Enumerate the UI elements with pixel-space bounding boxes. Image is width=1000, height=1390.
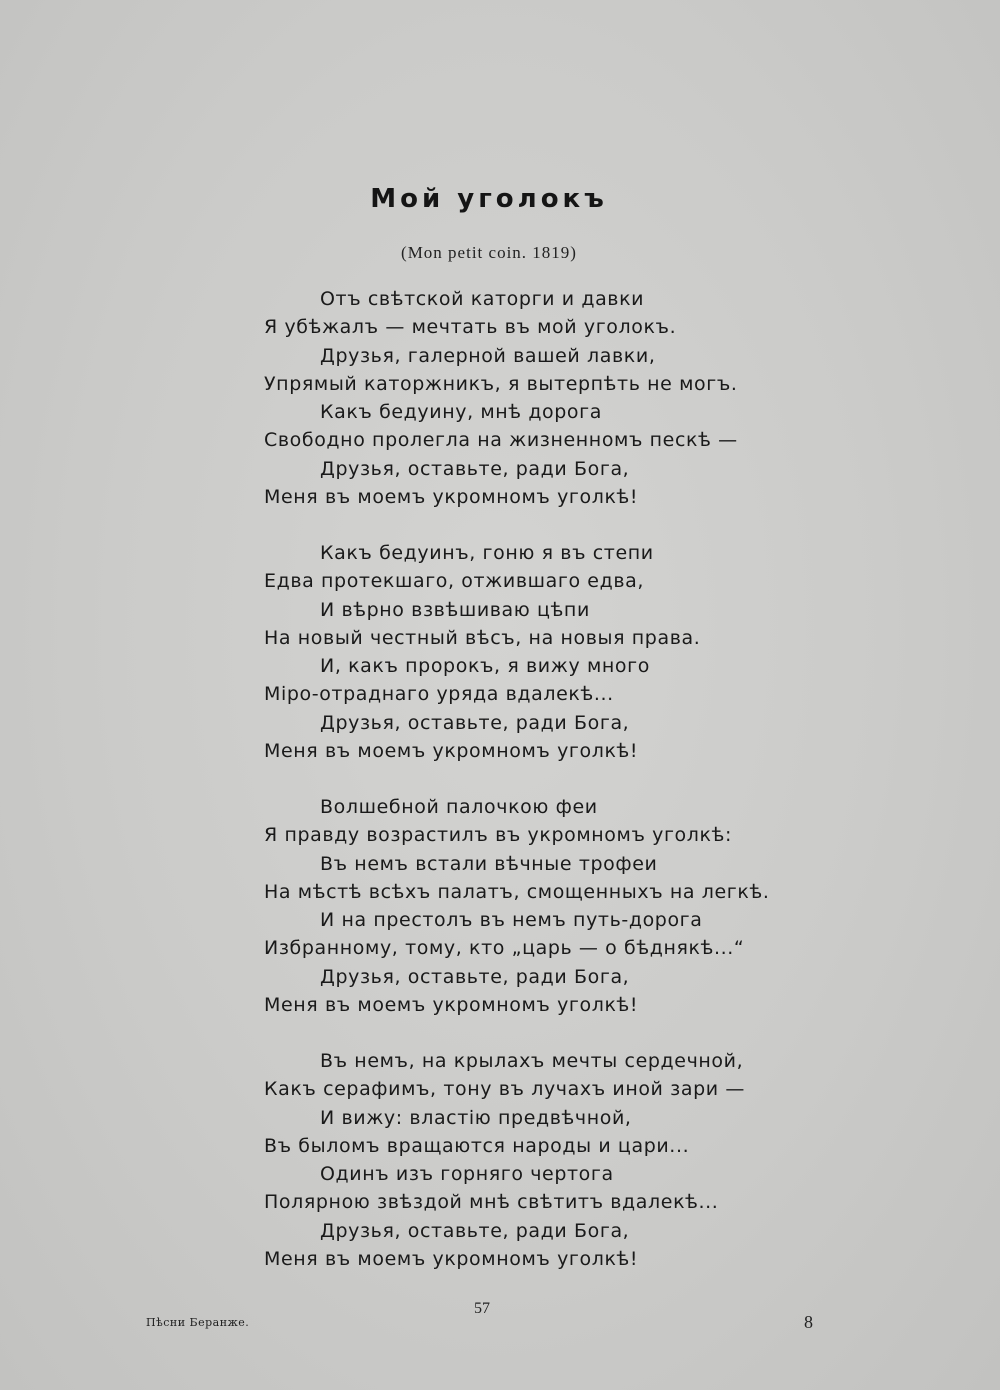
poem-line: Въ немъ, на крылахъ мечты сердечной, [320,1050,744,1072]
poem-line: Едва протекшаго, отжившаго едва, [264,570,645,593]
refrain-line: Меня въ моемъ укромномъ уголкѣ! [264,739,639,762]
poem-line: И, какъ пророкъ, я вижу много [320,655,650,677]
poem-line: Друзья, галерной вашей лавки, [320,344,656,367]
refrain-line: Друзья, оставьте, ради Бога, [320,965,630,988]
poem-line: Упрямый каторжникъ, я вытерпѣть не могъ. [264,372,738,395]
refrain-line: Друзья, оставьте, ради Бога, [320,457,630,480]
poem-line: Какъ серафимъ, тону въ лучахъ иной зари — [264,1078,745,1101]
poem-line: Въ быломъ вращаются народы и цари... [264,1134,690,1157]
poem-line: Міро-отраднаго уряда вдалекѣ... [264,683,614,706]
poem-line: Я правду возрастилъ въ укромномъ уголкѣ: [264,824,732,847]
refrain-line: Меня въ моемъ укромномъ уголкѣ! [264,1247,639,1270]
stanza [0,1047,1000,1273]
poem-line: Я убѣжалъ — мечтать въ мой уголокъ. [264,316,677,339]
poem-line: Избранному, тому, кто „царь — о бѣднякѣ...“ [264,937,745,960]
poem-line: И на престолъ въ немъ путь-дорога [320,909,703,931]
poem-line: И вижу: властію предвѣчной, [320,1106,632,1129]
poem-subtitle: (Mon petit coin. 1819) [401,243,577,262]
poem-line: Волшебной палочкою феи [320,796,598,818]
refrain-line: Друзья, оставьте, ради Бога, [320,711,630,734]
poem-line: На новый честный вѣсъ, на новыя права. [264,626,701,649]
book-title-footer: Пѣсни Беранже. [146,1316,250,1329]
page-number: 57 [474,1300,490,1317]
poem-line: Какъ бедуинъ, гоню я въ степи [320,542,654,564]
stanza [0,793,1000,1019]
stanza [0,539,1000,765]
refrain-line: Друзья, оставьте, ради Бога, [320,1219,630,1242]
poem-line: На мѣстѣ всѣхъ палатъ, смощенныхъ на легкѣ. [264,880,770,903]
stanza [0,285,1000,511]
poem-line: Полярною звѣздой мнѣ свѣтитъ вдалекѣ... [264,1191,719,1214]
refrain-line: Меня въ моемъ укромномъ уголкѣ! [264,485,639,508]
poem-line: И вѣрно взвѣшиваю цѣпи [320,598,590,621]
refrain-line: Меня въ моемъ укромномъ уголкѣ! [264,993,639,1016]
poem-line: Свободно пролегла на жизненномъ пескѣ — [264,429,738,452]
poem-line: Отъ свѣтской каторги и давки [320,288,645,310]
sheet-signature: 8 [804,1312,813,1332]
poem-body [0,285,1000,1301]
poem-line: Какъ бедуину, мнѣ дорога [320,401,602,423]
poem-line: Одинъ изъ горняго чертога [320,1163,614,1185]
poem-line: Въ немъ встали вѣчные трофеи [320,852,658,875]
poem-title: Мой уголокъ [370,184,608,214]
